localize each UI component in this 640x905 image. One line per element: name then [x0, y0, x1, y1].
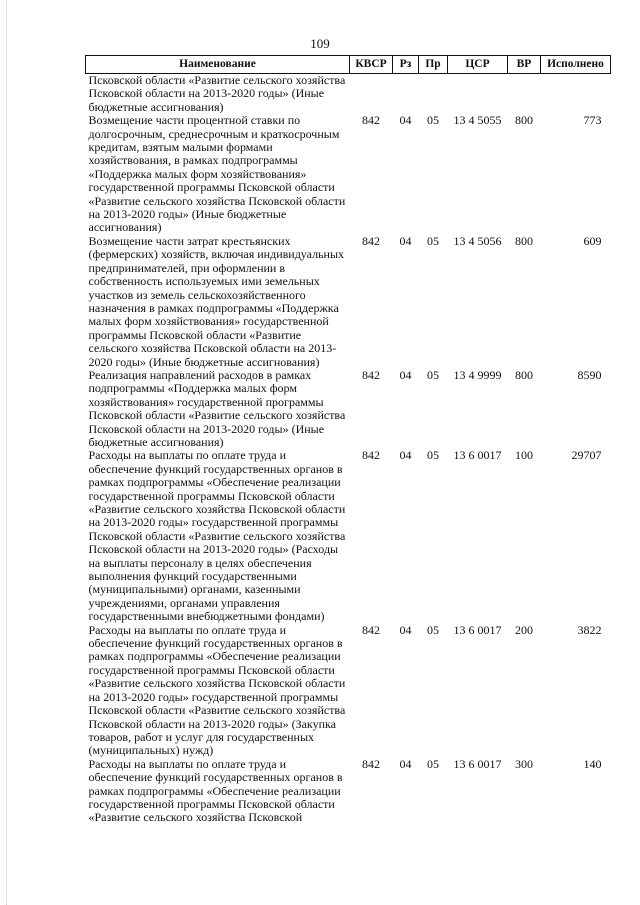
row-pr: 05	[427, 448, 439, 463]
row-kvsr	[350, 74, 393, 115]
budget-table	[85, 55, 611, 825]
row-name: Расходы на выплаты по оплате труда и обеспечение функций государственных органов в рамках подпрограммы «Обеспечение реализации государственной программы Псковской области «Развитие сельского хозяйства Псковской области на 2013-2020 годы» государственной программы Псковской области «Развитие сельского хозяйства Псковской области на 2013-2020 годы» (Расходы на выплаты персоналу в целях обеспечения выполнения функций государственными (муниципальными) органами, казенными учреждениями, органами управления государственными внебюджетными фондами)	[88, 448, 346, 624]
row-kvsr: 842	[362, 367, 380, 382]
table-row	[86, 114, 611, 235]
row-csr	[448, 74, 508, 115]
row-pr	[419, 74, 448, 115]
row-vr: 800	[515, 367, 533, 382]
header-amount: Исполнено	[541, 56, 611, 74]
row-vr: 300	[515, 756, 533, 771]
row-pr: 05	[427, 233, 439, 248]
scan-edge-line	[6, 0, 8, 905]
table-header	[86, 56, 611, 74]
row-name: Возмещение части затрат крестьянских (фермерских) хозяйств, включая индивидуальных предпринимателей, при оформлении в собственность используемых ими земельных участков из земель сельскохозяйственного назначения в рамках подпрограммы «Поддержка малых форм хозяйствования» государственной программы Псковской области «Развитие сельского хозяйства Псковской области на 2013-2020 годы» (Иные бюджетные ассигнования)	[88, 233, 345, 369]
row-amount: 8590	[577, 367, 602, 382]
table-row	[86, 449, 611, 623]
row-rz: 04	[399, 622, 412, 637]
row-rz	[393, 74, 419, 115]
row-pr: 05	[427, 367, 439, 382]
row-pr: 05	[427, 113, 439, 128]
row-amount: 140	[583, 756, 602, 771]
row-amount: 773	[583, 113, 602, 128]
row-vr: 800	[515, 233, 533, 248]
row-csr: 13 4 5056	[453, 233, 502, 248]
row-kvsr: 842	[362, 113, 380, 128]
row-name: Расходы на выплаты по оплате труда и обеспечение функций государственных органов в рамках подпрограммы «Обеспечение реализации государственной программы Псковской области «Развитие сельского хозяйства Псковской	[88, 756, 343, 825]
row-kvsr: 842	[362, 233, 380, 248]
row-name: Расходы на выплаты по оплате труда и обеспечение функций государственных органов в рамках подпрограммы «Обеспечение реализации государственной программы Псковской области «Развитие сельского хозяйства Псковской области на 2013-2020 годы» государственной программы Псковской области «Развитие сельского хозяйства Псковской области на 2013-2020 годы» (Закупка товаров, работ и услуг для государственных (муниципальных) нужд)	[88, 622, 346, 758]
row-vr: 200	[515, 622, 533, 637]
header-csr: ЦСР	[448, 56, 508, 74]
row-vr: 100	[515, 448, 533, 463]
row-csr: 13 4 5055	[453, 113, 502, 128]
row-name: Реализация направлений расходов в рамках подпрограммы «Поддержка малых форм хозяйствования» государственной программы Псковской области «Развитие сельского хозяйства Псковской области на 2013-2020 годы» (Иные бюджетные ассигнования)	[88, 367, 346, 449]
row-pr: 05	[427, 622, 439, 637]
page-number: 109	[310, 36, 330, 51]
row-vr: 800	[515, 113, 533, 128]
row-amount	[541, 74, 611, 115]
row-csr: 13 6 0017	[453, 756, 502, 771]
table-row	[86, 758, 611, 825]
table-row	[86, 369, 611, 449]
row-amount: 29707	[571, 448, 602, 463]
table-row	[86, 235, 611, 369]
row-kvsr: 842	[362, 622, 380, 637]
header-kvsr: КВСР	[350, 56, 393, 74]
table-row	[86, 74, 611, 115]
row-amount: 3822	[577, 622, 602, 637]
row-pr: 05	[427, 756, 439, 771]
header-vr: ВР	[508, 56, 541, 74]
table-row	[86, 624, 611, 758]
row-name: Возмещение части процентной ставки по долгосрочным, среднесрочным и краткосрочным кредитам, взятым малыми формами хозяйствования, в рамках подпрограммы «Поддержка малых форм хозяйствования» государственной программы Псковской области «Развитие сельского хозяйства Псковской области на 2013-2020 годы» (Иные бюджетные ассигнования)	[88, 113, 346, 235]
row-rz: 04	[399, 233, 412, 248]
row-vr	[508, 74, 541, 115]
header-name: Наименование	[86, 56, 350, 74]
header-rz: Рз	[393, 56, 419, 74]
header-pr: Пр	[419, 56, 448, 74]
row-kvsr: 842	[362, 448, 380, 463]
row-amount: 609	[583, 233, 602, 248]
row-kvsr: 842	[362, 756, 380, 771]
row-name: Псковской области «Развитие сельского хозяйства Псковской области на 2013-2020 годы» (Иные бюджетные ассигнования)	[88, 73, 346, 114]
row-csr: 13 6 0017	[453, 622, 502, 637]
row-csr: 13 6 0017	[453, 448, 502, 463]
row-rz: 04	[399, 756, 412, 771]
row-rz: 04	[399, 113, 412, 128]
row-rz: 04	[399, 367, 412, 382]
row-csr: 13 4 9999	[453, 367, 502, 382]
table-body	[86, 74, 611, 825]
row-rz: 04	[399, 448, 412, 463]
